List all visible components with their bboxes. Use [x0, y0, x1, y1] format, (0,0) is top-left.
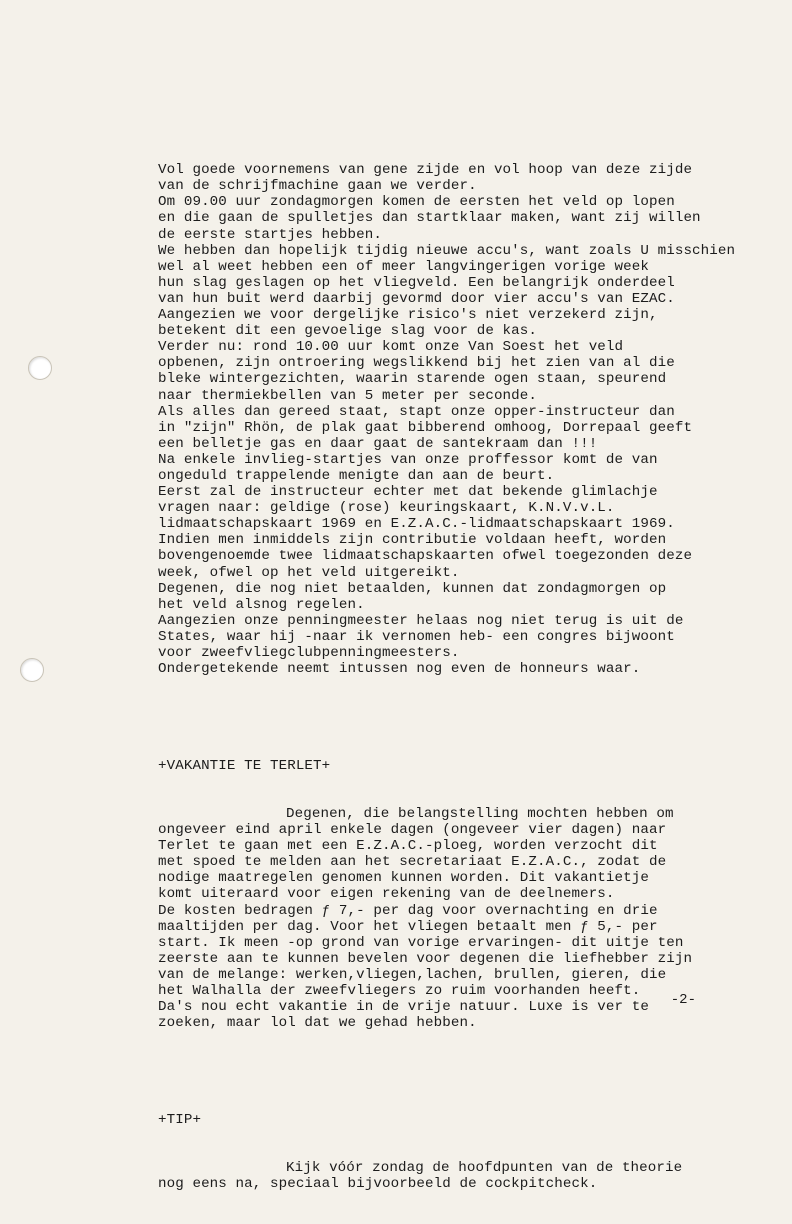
text-line: nog eens na, speciaal bijvoorbeeld de cockpitcheck. [158, 1176, 598, 1193]
text-line: Ondergetekende neemt intussen nog even de honneurs waar. [158, 661, 641, 678]
text-line: bleke wintergezichten, waarin starende ogen staan, speurend [158, 371, 667, 388]
text-line: zoeken, maar lol dat we gehad hebben. [158, 1015, 477, 1032]
text-line: en die gaan de spulletjes dan startklaar maken, want zij willen [158, 210, 701, 227]
text-line: Aangezien onze penningmeester helaas nog niet terug is uit de [158, 612, 684, 629]
text-line: Om 09.00 uur zondagmorgen komen de eersten het veld op lopen [158, 194, 675, 211]
text-line: het Walhalla der zweefvliegers zo ruim voorhanden heeft. [158, 982, 641, 999]
text-line: naar thermiekbellen van 5 meter per seconde. [158, 387, 538, 404]
text-line: Degenen, die belangstelling mochten hebben om [286, 805, 674, 822]
text-line: Aangezien we voor dergelijke risico's niet verzekerd zijn, [158, 307, 658, 324]
text-line: komt uiteraard voor eigen rekening van de deelnemers. [158, 886, 615, 903]
text-line: met spoed te melden aan het secretariaat E.Z.A.C., zodat de [158, 854, 667, 871]
text-line: start. Ik meen -op grond van vorige ervaringen- dit uitje ten [158, 934, 684, 951]
text-line: hun slag geslagen op het vliegveld. Een belangrijk onderdeel [158, 274, 675, 291]
body-text [158, 130, 778, 1224]
text-line: maaltijden per dag. Voor het vliegen betaalt men ƒ 5,- per [158, 918, 658, 935]
text-line: wel al weet hebben een of meer langvingerigen vorige week [158, 258, 649, 275]
text-line: in "zijn" Rhön, de plak gaat bibberend omhoog, Dorrepaal geeft [158, 419, 693, 436]
text-line: lidmaatschapskaart 1969 en E.Z.A.C.-lidmaatschapskaart 1969. [158, 516, 675, 533]
text-line: De kosten bedragen ƒ 7,- per dag voor overnachting en drie [158, 902, 658, 919]
text-line: vragen naar: geldige (rose) keuringskaart, K.N.V.v.L. [158, 500, 615, 517]
text-line: States, waar hij -naar ik vernomen heb- een congres bijwoont [158, 628, 675, 645]
punch-hole-upper [28, 356, 52, 380]
text-line: van de melange: werken,vliegen,lachen, brullen, gieren, die [158, 966, 667, 983]
text-line: ongeduld trappelende menigte dan aan de beurt. [158, 467, 555, 484]
text-line: het veld alsnog regelen. [158, 596, 365, 613]
text-line: van hun buit werd daarbij gevormd door vier accu's van EZAC. [158, 290, 675, 307]
text-line: nodige maatregelen genomen kunnen worden. Dit vakantietje [158, 870, 649, 887]
text-line: We hebben dan hopelijk tijdig nieuwe accu's, want zoals U misschien [158, 242, 736, 259]
text-line: Kijk vóór zondag de hoofdpunten van de theorie [286, 1160, 683, 1176]
text-line: betekent dit een gevoelige slag voor de kas. [158, 323, 538, 340]
text-line: Da's nou echt vakantie in de vrije natuur. Luxe is ver te [158, 999, 649, 1016]
text-line: Als alles dan gereed staat, stapt onze opper-instructeur dan [158, 403, 675, 420]
text-line: Eerst zal de instructeur echter met dat bekende glimlachje [158, 484, 658, 501]
text-line: Na enkele invlieg-startjes van onze proffessor komt de van [158, 451, 658, 468]
text-line: ongeveer eind april enkele dagen (ongeveer vier dagen) naar [158, 822, 667, 839]
text-line: een belletje gas en daar gaat de santekraam dan !!! [158, 435, 598, 452]
text-line: opbenen, zijn ontroering wegslikkend bij het zien van al die [158, 355, 675, 372]
text-line: van de schrijfmachine gaan we verder. [158, 178, 477, 195]
intro-paragraph [158, 162, 778, 677]
vakantie-heading: +VAKANTIE TE TERLET+ [158, 757, 331, 774]
text-line: de eerste startjes hebben. [158, 226, 382, 243]
text-line: bovengenoemde twee lidmaatschapskaarten ofwel toegezonden deze [158, 548, 693, 565]
text-line: Indien men inmiddels zijn contributie voldaan heeft, worden [158, 532, 667, 549]
text-line: Verder nu: rond 10.00 uur komt onze Van Soest het veld [158, 339, 624, 356]
tip-heading: +TIP+ [158, 1111, 202, 1128]
text-line: zeerste aan te kunnen bevelen voor degenen die liefhebber zijn [158, 950, 693, 967]
punch-hole-lower [20, 658, 44, 682]
text-line: week, ofwel op het veld uitgereikt. [158, 564, 460, 581]
text-line: voor zweefvliegclubpenningmeesters. [158, 645, 460, 661]
text-line: Vol goede voornemens van gene zijde en vol hoop van deze zijde [158, 162, 693, 179]
text-line: Degenen, die nog niet betaalden, kunnen dat zondagmorgen op [158, 580, 667, 597]
text-line: Terlet te gaan met een E.Z.A.C.-ploeg, worden verzocht dit [158, 838, 658, 855]
tip-paragraph [158, 1160, 778, 1192]
page-number: -2- [670, 992, 696, 1008]
